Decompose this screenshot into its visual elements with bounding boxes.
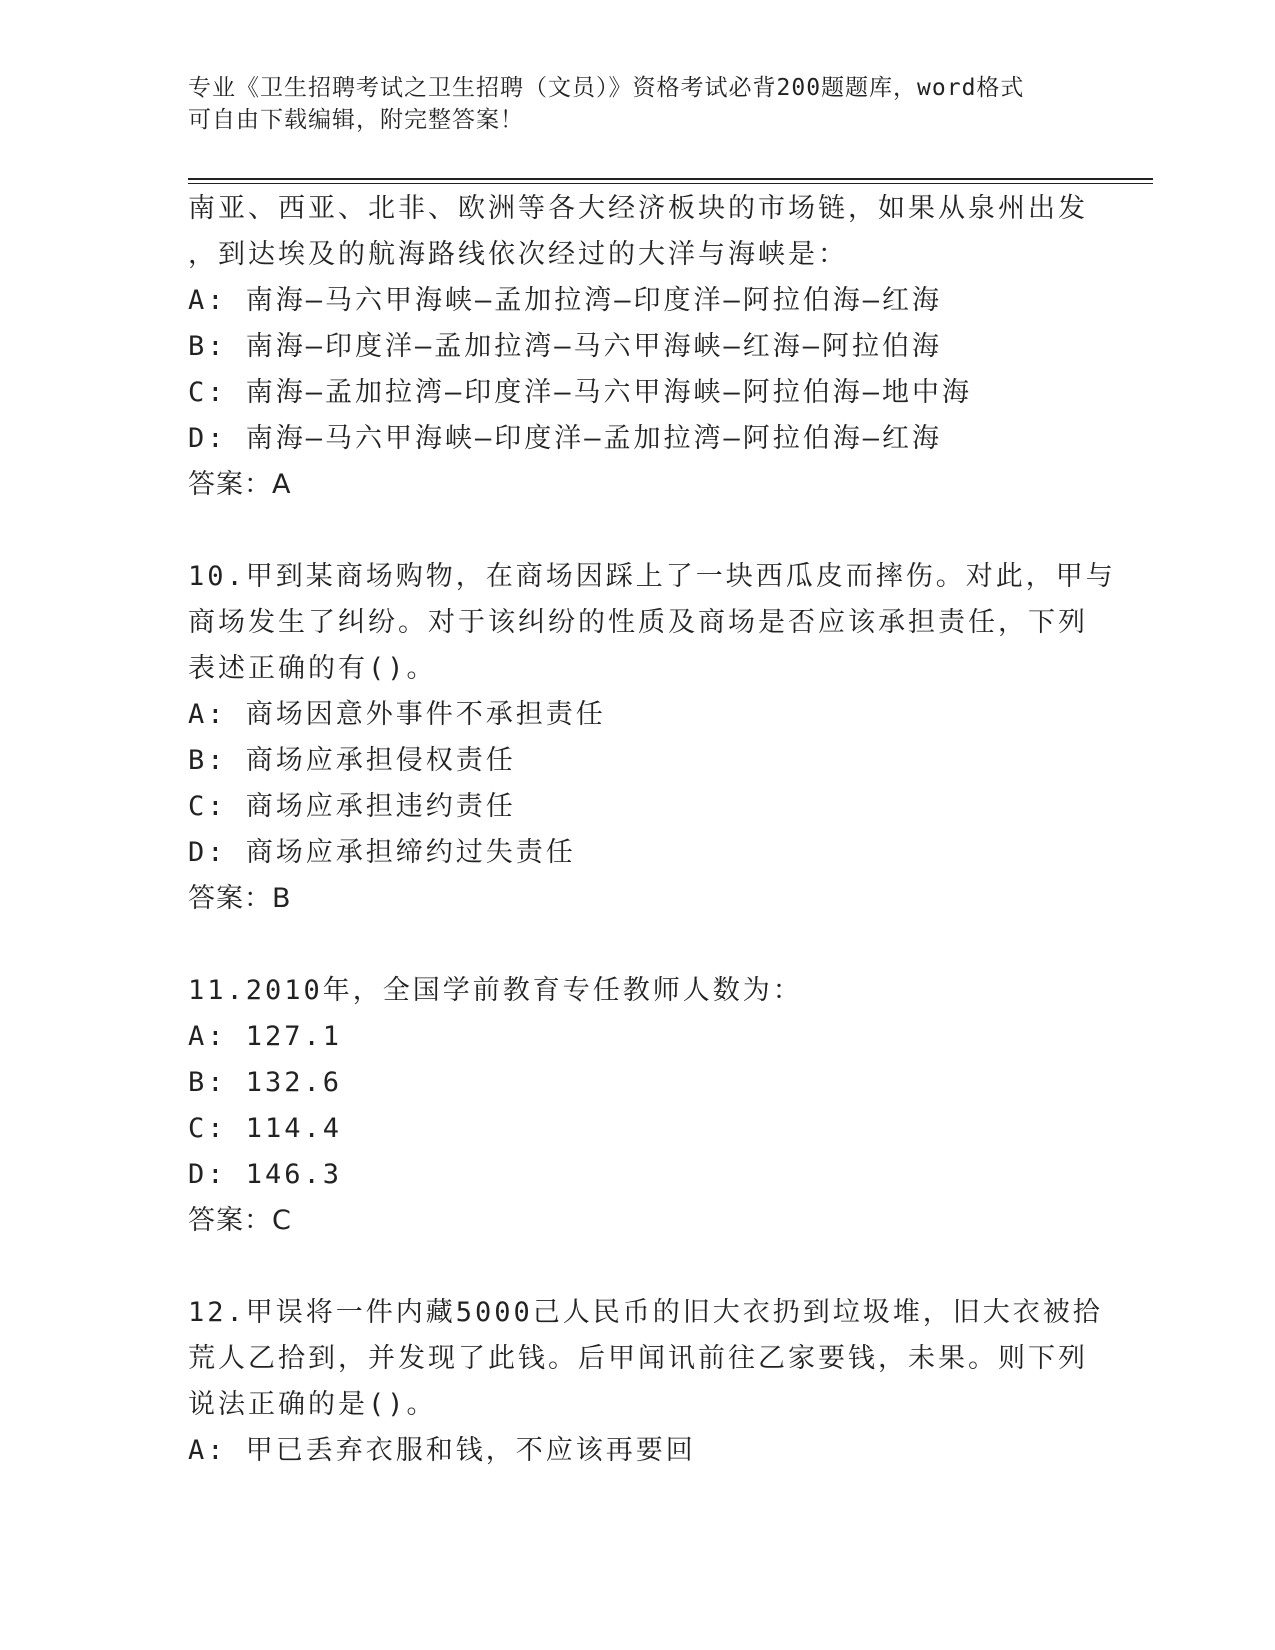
question-block — [188, 186, 1108, 508]
question-stem-line: 荒人乙拾到，并发现了此钱。后甲闻讯前往乙家要钱，未果。则下列 — [188, 1343, 1088, 1374]
option-d: D: 商场应承担缔约过失责任 — [188, 837, 576, 868]
question-stem-line: 南亚、西亚、北非、欧洲等各大经济板块的市场链，如果从泉州出发 — [188, 193, 1088, 224]
option-c: C: 商场应承担违约责任 — [188, 791, 516, 822]
option-c: C: 114.4 — [188, 1113, 343, 1144]
option-a: A: 商场因意外事件不承担责任 — [188, 699, 606, 730]
option-b: B: 南海—印度洋—孟加拉湾—马六甲海峡—红海—阿拉伯海 — [188, 331, 943, 362]
option-b: B: 商场应承担侵权责任 — [188, 745, 516, 776]
header-divider-thick — [188, 178, 1153, 180]
question-block — [188, 554, 1116, 922]
question-list — [188, 186, 1116, 1474]
header-divider-thin — [188, 183, 1153, 184]
question-stem-line: ，到达埃及的航海路线依次经过的大洋与海峡是： — [188, 239, 848, 270]
option-a: A: 127.1 — [188, 1021, 343, 1052]
question-stem-line: 表述正确的有()。 — [188, 653, 437, 684]
header-title-line-2: 可自由下载编辑，附完整答案！ — [188, 107, 524, 133]
answer-line: 答案：A — [188, 469, 292, 500]
document-header — [188, 72, 1068, 136]
option-d: D: 146.3 — [188, 1159, 343, 1190]
option-d: D: 南海—马六甲海峡—印度洋—孟加拉湾—阿拉伯海—红海 — [188, 423, 943, 454]
answer-line: 答案：C — [188, 1205, 292, 1236]
header-title-line-1: 专业《卫生招聘考试之卫生招聘（文员）》资格考试必背200题题库，word格式 — [188, 75, 1025, 101]
answer-line: 答案：B — [188, 883, 292, 914]
question-spacer — [188, 1244, 1108, 1290]
question-block — [188, 1290, 1108, 1474]
question-stem-line: 说法正确的是()。 — [188, 1389, 437, 1420]
option-a: A: 甲已丢弃衣服和钱，不应该再要回 — [188, 1435, 696, 1466]
question-stem-line: 10.甲到某商场购物，在商场因踩上了一块西瓜皮而摔伤。对此，甲与 — [188, 561, 1116, 592]
option-c: C: 南海—孟加拉湾—印度洋—马六甲海峡—阿拉伯海—地中海 — [188, 377, 973, 408]
question-stem-line: 12.甲误将一件内藏5000己人民币的旧大衣扔到垃圾堆，旧大衣被拾 — [188, 1297, 1103, 1328]
question-stem-line: 11.2010年，全国学前教育专任教师人数为： — [188, 975, 803, 1006]
question-spacer — [188, 922, 1108, 968]
question-spacer — [188, 508, 1108, 554]
option-a: A: 南海—马六甲海峡—孟加拉湾—印度洋—阿拉伯海—红海 — [188, 285, 943, 316]
option-b: B: 132.6 — [188, 1067, 343, 1098]
question-block — [188, 968, 1108, 1244]
question-stem-line: 商场发生了纠纷。对于该纠纷的性质及商场是否应该承担责任，下列 — [188, 607, 1088, 638]
